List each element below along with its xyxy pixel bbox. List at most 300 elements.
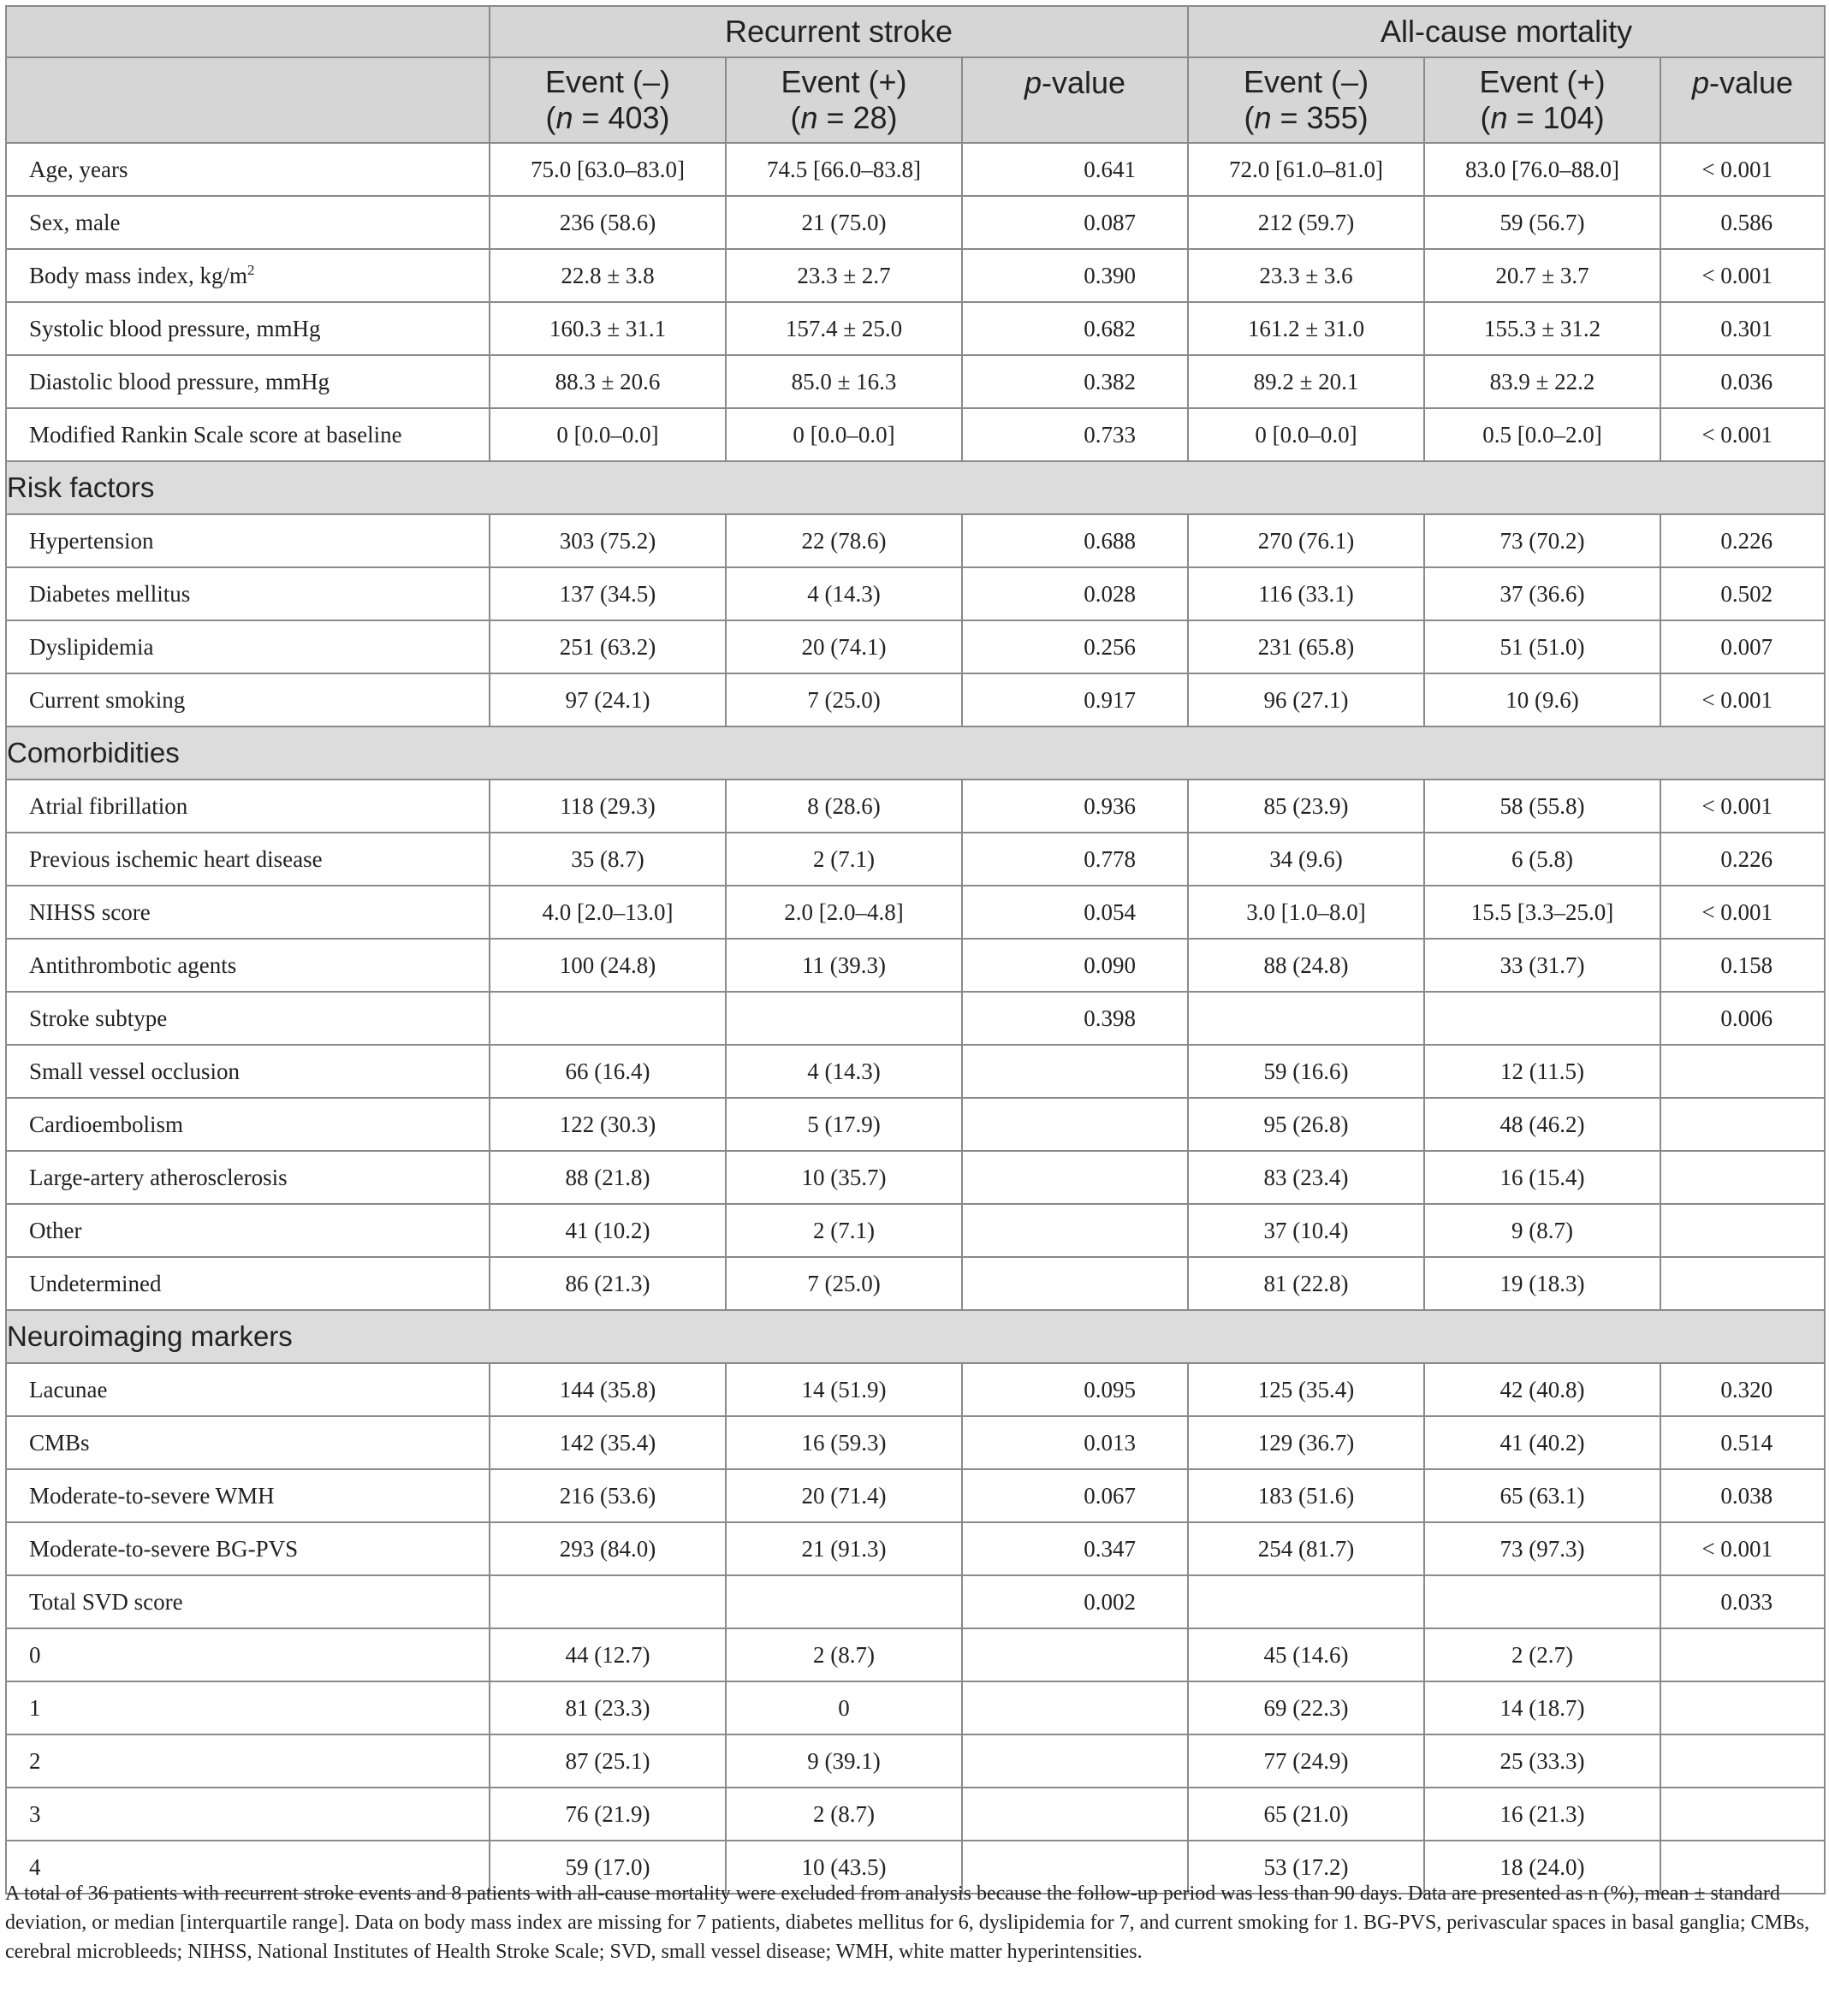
section-header-row bbox=[6, 726, 1825, 780]
value-cell: 72.0 [61.0–81.0] bbox=[1188, 143, 1424, 196]
row-label bbox=[6, 1681, 490, 1734]
value-cell bbox=[1424, 1575, 1660, 1628]
value-cell: 35 (8.7) bbox=[490, 833, 726, 886]
row-label bbox=[6, 567, 490, 620]
value-cell: 2 (2.7) bbox=[1424, 1628, 1660, 1681]
row-label bbox=[6, 302, 490, 355]
value-cell: 53 (17.2) bbox=[1188, 1841, 1424, 1894]
value-cell: 2 (7.1) bbox=[726, 1204, 962, 1257]
row-label bbox=[6, 673, 490, 726]
p-value-cell: < 0.001 bbox=[1660, 408, 1825, 461]
results-table bbox=[5, 5, 1826, 1894]
p-value-cell: 0.641 bbox=[962, 143, 1188, 196]
row-label-text: Undetermined bbox=[29, 1270, 162, 1296]
section-header-row bbox=[6, 461, 1825, 514]
header-blank-cell bbox=[6, 57, 490, 143]
row-label-text: Stroke subtype bbox=[29, 1005, 168, 1031]
value-cell: 88.3 ± 20.6 bbox=[490, 355, 726, 408]
row-label-text: Cardioembolism bbox=[29, 1111, 183, 1137]
header-event-label: Event (+) bbox=[1479, 64, 1606, 99]
p-value-cell: 0.301 bbox=[1660, 302, 1825, 355]
header-p-symbol: p bbox=[1024, 65, 1042, 100]
value-cell: 76 (21.9) bbox=[490, 1788, 726, 1841]
table-row bbox=[6, 1363, 1825, 1416]
value-cell: 118 (29.3) bbox=[490, 780, 726, 833]
table-row bbox=[6, 1628, 1825, 1681]
row-label-text: 2 bbox=[29, 1747, 41, 1774]
row-label bbox=[6, 1522, 490, 1575]
row-label-text: Large-artery atherosclerosis bbox=[29, 1164, 288, 1190]
header-m-event-pos: Event (+) (n = 104) bbox=[1424, 57, 1660, 143]
p-value-cell: 0.502 bbox=[1660, 567, 1825, 620]
p-value-cell: 0.398 bbox=[962, 992, 1188, 1045]
value-cell: 18 (24.0) bbox=[1424, 1841, 1660, 1894]
value-cell: 16 (59.3) bbox=[726, 1416, 962, 1469]
value-cell: 116 (33.1) bbox=[1188, 567, 1424, 620]
value-cell: 137 (34.5) bbox=[490, 567, 726, 620]
row-label-text: Sex, male bbox=[29, 209, 121, 235]
value-cell bbox=[726, 992, 962, 1045]
header-group-row bbox=[6, 6, 1825, 57]
value-cell: 34 (9.6) bbox=[1188, 833, 1424, 886]
value-cell: 4 (14.3) bbox=[726, 1045, 962, 1098]
row-label-text: CMBs bbox=[29, 1429, 90, 1456]
value-cell: 20.7 ± 3.7 bbox=[1424, 249, 1660, 302]
p-value-cell: 0.013 bbox=[962, 1416, 1188, 1469]
value-cell: 69 (22.3) bbox=[1188, 1681, 1424, 1734]
p-value-cell: 0.320 bbox=[1660, 1363, 1825, 1416]
table-row bbox=[6, 1575, 1825, 1628]
p-value-cell bbox=[1660, 1788, 1825, 1841]
value-cell: 2 (8.7) bbox=[726, 1788, 962, 1841]
table-row bbox=[6, 620, 1825, 673]
row-label-text: Small vessel occlusion bbox=[29, 1058, 240, 1084]
row-label-text: Current smoking bbox=[29, 686, 186, 713]
p-value-cell: 0.382 bbox=[962, 355, 1188, 408]
value-cell: 125 (35.4) bbox=[1188, 1363, 1424, 1416]
table-row bbox=[6, 408, 1825, 461]
header-n-count: = 355) bbox=[1271, 100, 1369, 135]
header-rs-event-pos: Event (+) (n = 28) bbox=[726, 57, 962, 143]
p-value-cell: 0.087 bbox=[962, 196, 1188, 249]
value-cell: 75.0 [63.0–83.0] bbox=[490, 143, 726, 196]
value-cell: 100 (24.8) bbox=[490, 939, 726, 992]
header-n-symbol: n bbox=[555, 100, 573, 135]
p-value-cell: 0.095 bbox=[962, 1363, 1188, 1416]
table-row bbox=[6, 780, 1825, 833]
p-value-cell bbox=[962, 1257, 1188, 1310]
table-container bbox=[5, 5, 1824, 1894]
value-cell: 122 (30.3) bbox=[490, 1098, 726, 1151]
table-row bbox=[6, 1681, 1825, 1734]
value-cell: 96 (27.1) bbox=[1188, 673, 1424, 726]
value-cell: 23.3 ± 2.7 bbox=[726, 249, 962, 302]
row-label bbox=[6, 355, 490, 408]
table-row bbox=[6, 196, 1825, 249]
value-cell: 0 [0.0–0.0] bbox=[726, 408, 962, 461]
value-cell: 37 (36.6) bbox=[1424, 567, 1660, 620]
header-p-suffix: -value bbox=[1709, 65, 1794, 100]
value-cell: 11 (39.3) bbox=[726, 939, 962, 992]
value-cell bbox=[1188, 992, 1424, 1045]
value-cell: 10 (9.6) bbox=[1424, 673, 1660, 726]
value-cell: 23.3 ± 3.6 bbox=[1188, 249, 1424, 302]
row-label bbox=[6, 1628, 490, 1681]
header-recurrent-stroke: Recurrent stroke bbox=[490, 6, 1188, 57]
row-label-text: Modified Rankin Scale score at baseline bbox=[29, 421, 402, 448]
table-body bbox=[6, 143, 1825, 1894]
header-sub-row bbox=[6, 57, 1825, 143]
p-value-cell: 0.090 bbox=[962, 939, 1188, 992]
section-title: Risk factors bbox=[6, 461, 1825, 514]
row-label bbox=[6, 1469, 490, 1522]
row-label bbox=[6, 249, 490, 302]
p-value-cell: 0.778 bbox=[962, 833, 1188, 886]
row-label bbox=[6, 833, 490, 886]
row-label-text: Antithrombotic agents bbox=[29, 952, 237, 978]
header-p-symbol: p bbox=[1692, 65, 1710, 100]
value-cell: 74.5 [66.0–83.8] bbox=[726, 143, 962, 196]
row-label-text: Hypertension bbox=[29, 527, 154, 554]
p-value-cell bbox=[1660, 1204, 1825, 1257]
section-header-row bbox=[6, 1310, 1825, 1363]
p-value-cell: 0.514 bbox=[1660, 1416, 1825, 1469]
p-value-cell bbox=[1660, 1045, 1825, 1098]
header-n-symbol: n bbox=[1490, 100, 1508, 135]
value-cell: 51 (51.0) bbox=[1424, 620, 1660, 673]
value-cell: 270 (76.1) bbox=[1188, 514, 1424, 567]
p-value-cell bbox=[1660, 1098, 1825, 1151]
value-cell: 88 (24.8) bbox=[1188, 939, 1424, 992]
row-label-text: Other bbox=[29, 1217, 82, 1243]
p-value-cell: 0.226 bbox=[1660, 514, 1825, 567]
value-cell: 161.2 ± 31.0 bbox=[1188, 302, 1424, 355]
value-cell: 212 (59.7) bbox=[1188, 196, 1424, 249]
value-cell: 95 (26.8) bbox=[1188, 1098, 1424, 1151]
p-value-cell bbox=[962, 1098, 1188, 1151]
row-label bbox=[6, 408, 490, 461]
value-cell: 83.9 ± 22.2 bbox=[1424, 355, 1660, 408]
row-label bbox=[6, 1204, 490, 1257]
value-cell: 16 (15.4) bbox=[1424, 1151, 1660, 1204]
p-value-cell bbox=[962, 1151, 1188, 1204]
p-value-cell bbox=[962, 1628, 1188, 1681]
row-label bbox=[6, 992, 490, 1045]
row-label bbox=[6, 1734, 490, 1788]
value-cell bbox=[490, 1575, 726, 1628]
p-value-cell: 0.007 bbox=[1660, 620, 1825, 673]
row-label bbox=[6, 1416, 490, 1469]
row-label-text: Previous ischemic heart disease bbox=[29, 845, 323, 872]
value-cell: 157.4 ± 25.0 bbox=[726, 302, 962, 355]
value-cell: 216 (53.6) bbox=[490, 1469, 726, 1522]
header-rs-event-neg: Event (–) (n = 403) bbox=[490, 57, 726, 143]
table-row bbox=[6, 673, 1825, 726]
p-value-cell: 0.682 bbox=[962, 302, 1188, 355]
p-value-cell: < 0.001 bbox=[1660, 886, 1825, 939]
value-cell bbox=[1424, 992, 1660, 1045]
p-value-cell: 0.006 bbox=[1660, 992, 1825, 1045]
p-value-cell: < 0.001 bbox=[1660, 673, 1825, 726]
row-label bbox=[6, 886, 490, 939]
row-label bbox=[6, 1257, 490, 1310]
p-value-cell: 0.054 bbox=[962, 886, 1188, 939]
value-cell: 73 (70.2) bbox=[1424, 514, 1660, 567]
value-cell: 42 (40.8) bbox=[1424, 1363, 1660, 1416]
value-cell bbox=[490, 992, 726, 1045]
value-cell: 86 (21.3) bbox=[490, 1257, 726, 1310]
value-cell: 10 (35.7) bbox=[726, 1151, 962, 1204]
p-value-cell bbox=[962, 1734, 1188, 1788]
p-value-cell: 0.038 bbox=[1660, 1469, 1825, 1522]
row-label-text: Moderate-to-severe BG-PVS bbox=[29, 1535, 299, 1562]
value-cell: 8 (28.6) bbox=[726, 780, 962, 833]
value-cell: 41 (10.2) bbox=[490, 1204, 726, 1257]
row-label bbox=[6, 939, 490, 992]
value-cell: 3.0 [1.0–8.0] bbox=[1188, 886, 1424, 939]
header-p-suffix: -value bbox=[1042, 65, 1126, 100]
table-row bbox=[6, 567, 1825, 620]
value-cell: 73 (97.3) bbox=[1424, 1522, 1660, 1575]
table-row bbox=[6, 143, 1825, 196]
p-value-cell: 0.688 bbox=[962, 514, 1188, 567]
value-cell: 81 (23.3) bbox=[490, 1681, 726, 1734]
header-event-label: Event (–) bbox=[1244, 64, 1369, 99]
row-label-text: Age, years bbox=[29, 156, 128, 182]
value-cell: 14 (51.9) bbox=[726, 1363, 962, 1416]
value-cell: 85 (23.9) bbox=[1188, 780, 1424, 833]
value-cell: 59 (17.0) bbox=[490, 1841, 726, 1894]
row-label-text: Atrial fibrillation bbox=[29, 792, 188, 819]
value-cell: 183 (51.6) bbox=[1188, 1469, 1424, 1522]
value-cell: 4.0 [2.0–13.0] bbox=[490, 886, 726, 939]
p-value-cell bbox=[1660, 1151, 1825, 1204]
row-label bbox=[6, 1363, 490, 1416]
value-cell: 231 (65.8) bbox=[1188, 620, 1424, 673]
p-value-cell bbox=[962, 1204, 1188, 1257]
row-label-text: Lacunae bbox=[29, 1376, 108, 1402]
value-cell: 85.0 ± 16.3 bbox=[726, 355, 962, 408]
value-cell: 83 (23.4) bbox=[1188, 1151, 1424, 1204]
row-label bbox=[6, 1788, 490, 1841]
value-cell: 22.8 ± 3.8 bbox=[490, 249, 726, 302]
row-label bbox=[6, 1045, 490, 1098]
value-cell: 293 (84.0) bbox=[490, 1522, 726, 1575]
value-cell: 59 (56.7) bbox=[1424, 196, 1660, 249]
value-cell: 7 (25.0) bbox=[726, 673, 962, 726]
value-cell: 9 (39.1) bbox=[726, 1734, 962, 1788]
value-cell: 37 (10.4) bbox=[1188, 1204, 1424, 1257]
value-cell: 2 (7.1) bbox=[726, 833, 962, 886]
row-label-text: Total SVD score bbox=[29, 1588, 183, 1615]
value-cell: 22 (78.6) bbox=[726, 514, 962, 567]
header-rs-p-value bbox=[962, 57, 1188, 143]
value-cell: 59 (16.6) bbox=[1188, 1045, 1424, 1098]
header-event-label: Event (–) bbox=[544, 64, 671, 99]
row-label bbox=[6, 196, 490, 249]
p-value-cell bbox=[1660, 1628, 1825, 1681]
p-value-cell: 0.033 bbox=[1660, 1575, 1825, 1628]
p-value-cell: 0.036 bbox=[1660, 355, 1825, 408]
superscript: 2 bbox=[247, 261, 255, 278]
value-cell: 33 (31.7) bbox=[1424, 939, 1660, 992]
value-cell: 89.2 ± 20.1 bbox=[1188, 355, 1424, 408]
table-row bbox=[6, 1788, 1825, 1841]
value-cell: 88 (21.8) bbox=[490, 1151, 726, 1204]
p-value-cell: < 0.001 bbox=[1660, 1522, 1825, 1575]
value-cell: 15.5 [3.3–25.0] bbox=[1424, 886, 1660, 939]
value-cell: 45 (14.6) bbox=[1188, 1628, 1424, 1681]
row-label-text: Moderate-to-severe WMH bbox=[29, 1482, 275, 1509]
table-row bbox=[6, 1469, 1825, 1522]
row-label bbox=[6, 143, 490, 196]
table-row bbox=[6, 1522, 1825, 1575]
header-m-p-value bbox=[1660, 57, 1825, 143]
table-row bbox=[6, 886, 1825, 939]
value-cell: 20 (71.4) bbox=[726, 1469, 962, 1522]
value-cell: 5 (17.9) bbox=[726, 1098, 962, 1151]
p-value-cell bbox=[1660, 1681, 1825, 1734]
value-cell: 303 (75.2) bbox=[490, 514, 726, 567]
row-label-text: 3 bbox=[29, 1800, 41, 1827]
row-label bbox=[6, 780, 490, 833]
p-value-cell: 0.067 bbox=[962, 1469, 1188, 1522]
value-cell: 10 (43.5) bbox=[726, 1841, 962, 1894]
p-value-cell: 0.936 bbox=[962, 780, 1188, 833]
p-value-cell: < 0.001 bbox=[1660, 143, 1825, 196]
value-cell: 83.0 [76.0–88.0] bbox=[1424, 143, 1660, 196]
table-row bbox=[6, 1734, 1825, 1788]
p-value-cell: 0.390 bbox=[962, 249, 1188, 302]
table-row bbox=[6, 1045, 1825, 1098]
value-cell: 0 [0.0–0.0] bbox=[490, 408, 726, 461]
section-title: Neuroimaging markers bbox=[6, 1310, 1825, 1363]
value-cell: 129 (36.7) bbox=[1188, 1416, 1424, 1469]
value-cell: 251 (63.2) bbox=[490, 620, 726, 673]
value-cell: 12 (11.5) bbox=[1424, 1045, 1660, 1098]
value-cell: 20 (74.1) bbox=[726, 620, 962, 673]
table-row bbox=[6, 355, 1825, 408]
row-label-text: Diabetes mellitus bbox=[29, 580, 191, 607]
value-cell: 58 (55.8) bbox=[1424, 780, 1660, 833]
header-blank-cell bbox=[6, 6, 490, 57]
value-cell: 9 (8.7) bbox=[1424, 1204, 1660, 1257]
p-value-cell: 0.917 bbox=[962, 673, 1188, 726]
value-cell: 25 (33.3) bbox=[1424, 1734, 1660, 1788]
value-cell: 0 [0.0–0.0] bbox=[1188, 408, 1424, 461]
p-value-cell: < 0.001 bbox=[1660, 249, 1825, 302]
value-cell: 4 (14.3) bbox=[726, 567, 962, 620]
p-value-cell: 0.733 bbox=[962, 408, 1188, 461]
table-row bbox=[6, 833, 1825, 886]
value-cell: 142 (35.4) bbox=[490, 1416, 726, 1469]
value-cell: 7 (25.0) bbox=[726, 1257, 962, 1310]
p-value-cell bbox=[1660, 1257, 1825, 1310]
row-label bbox=[6, 1151, 490, 1204]
row-label-text: Diastolic blood pressure, mmHg bbox=[29, 368, 330, 394]
table-row bbox=[6, 1098, 1825, 1151]
value-cell: 236 (58.6) bbox=[490, 196, 726, 249]
p-value-cell: 0.586 bbox=[1660, 196, 1825, 249]
header-n-symbol: n bbox=[800, 100, 818, 135]
value-cell: 97 (24.1) bbox=[490, 673, 726, 726]
p-value-cell: 0.256 bbox=[962, 620, 1188, 673]
p-value-cell bbox=[962, 1045, 1188, 1098]
header-n-symbol: n bbox=[1254, 100, 1272, 135]
value-cell: 155.3 ± 31.2 bbox=[1424, 302, 1660, 355]
table-row bbox=[6, 302, 1825, 355]
table-row bbox=[6, 939, 1825, 992]
row-label-text: Body mass index, kg/m bbox=[29, 262, 247, 288]
row-label-text: 0 bbox=[29, 1641, 41, 1668]
row-label bbox=[6, 1575, 490, 1628]
value-cell: 2.0 [2.0–4.8] bbox=[726, 886, 962, 939]
value-cell: 14 (18.7) bbox=[1424, 1681, 1660, 1734]
p-value-cell: 0.158 bbox=[1660, 939, 1825, 992]
value-cell bbox=[726, 1575, 962, 1628]
value-cell: 44 (12.7) bbox=[490, 1628, 726, 1681]
row-label-text: Systolic blood pressure, mmHg bbox=[29, 315, 321, 341]
value-cell: 144 (35.8) bbox=[490, 1363, 726, 1416]
p-value-cell: 0.226 bbox=[1660, 833, 1825, 886]
value-cell: 2 (8.7) bbox=[726, 1628, 962, 1681]
section-title: Comorbidities bbox=[6, 726, 1825, 780]
row-label-text: NIHSS score bbox=[29, 898, 151, 925]
value-cell: 65 (63.1) bbox=[1424, 1469, 1660, 1522]
table-row bbox=[6, 992, 1825, 1045]
value-cell: 6 (5.8) bbox=[1424, 833, 1660, 886]
table-row bbox=[6, 1151, 1825, 1204]
value-cell: 160.3 ± 31.1 bbox=[490, 302, 726, 355]
value-cell: 254 (81.7) bbox=[1188, 1522, 1424, 1575]
header-event-label: Event (+) bbox=[781, 64, 907, 99]
value-cell: 66 (16.4) bbox=[490, 1045, 726, 1098]
value-cell: 21 (75.0) bbox=[726, 196, 962, 249]
value-cell: 81 (22.8) bbox=[1188, 1257, 1424, 1310]
table-row bbox=[6, 514, 1825, 567]
table-row bbox=[6, 1257, 1825, 1310]
row-label bbox=[6, 1098, 490, 1151]
value-cell: 41 (40.2) bbox=[1424, 1416, 1660, 1469]
table-row bbox=[6, 1416, 1825, 1469]
header-n-count: = 403) bbox=[573, 100, 670, 135]
header-m-event-neg: Event (–) (n = 355) bbox=[1188, 57, 1424, 143]
p-value-cell: 0.028 bbox=[962, 567, 1188, 620]
p-value-cell: < 0.001 bbox=[1660, 780, 1825, 833]
header-all-cause-mortality: All-cause mortality bbox=[1188, 6, 1825, 57]
value-cell: 48 (46.2) bbox=[1424, 1098, 1660, 1151]
row-label-text: 1 bbox=[29, 1694, 41, 1721]
row-label bbox=[6, 620, 490, 673]
header-n-count: = 28) bbox=[817, 100, 898, 135]
value-cell: 16 (21.3) bbox=[1424, 1788, 1660, 1841]
row-label bbox=[6, 514, 490, 567]
row-label-text: 4 bbox=[29, 1853, 41, 1880]
value-cell: 87 (25.1) bbox=[490, 1734, 726, 1788]
table-row bbox=[6, 249, 1825, 302]
table-footnote: A total of 36 patients with recurrent stroke events and 8 patients with all-cause mortality were excluded from analysis because the follow-up period was less than 90 days. Data are presented as n (%), mean ± standard deviation, or median [interquartile range]. Data on body mass index are missing for 7 patients, diabetes mellitus for 6, dyslipidemia for 7, and current smoking for 1. BG-PVS, perivascular spaces in basal ganglia; CMBs, cerebral microbleeds; NIHSS, National Institutes of Health Stroke Scale; SVD, small vessel disease; WMH, white matter hyperintensities. bbox=[5, 1883, 1810, 1963]
p-value-cell bbox=[962, 1681, 1188, 1734]
value-cell: 65 (21.0) bbox=[1188, 1788, 1424, 1841]
p-value-cell bbox=[962, 1788, 1188, 1841]
header-n-count: = 104) bbox=[1507, 100, 1605, 135]
value-cell: 19 (18.3) bbox=[1424, 1257, 1660, 1310]
value-cell: 77 (24.9) bbox=[1188, 1734, 1424, 1788]
p-value-cell bbox=[1660, 1734, 1825, 1788]
value-cell bbox=[1188, 1575, 1424, 1628]
p-value-cell: 0.347 bbox=[962, 1522, 1188, 1575]
table-row bbox=[6, 1204, 1825, 1257]
